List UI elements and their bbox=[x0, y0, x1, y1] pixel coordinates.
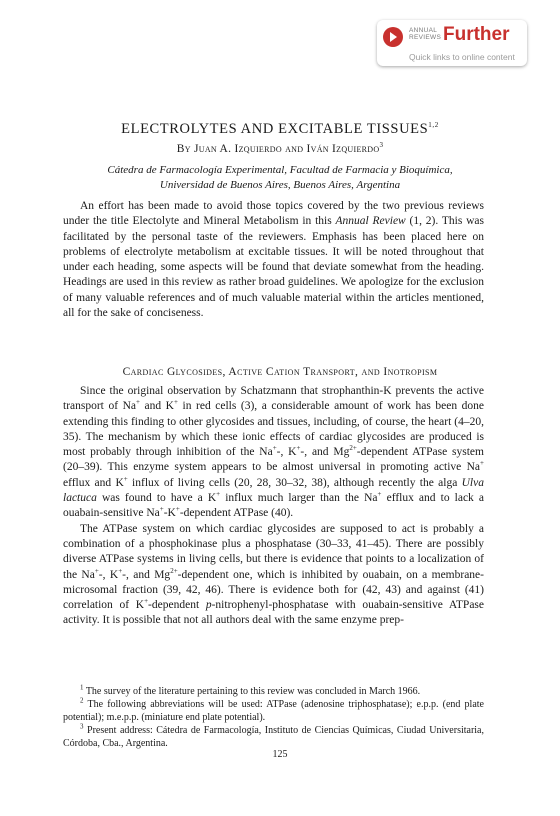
intro-text-1: An effort has been made to avoid those topics covered by the two previous reviews under the title Electolyte and Mineral Metabolism in this bbox=[63, 200, 484, 228]
section-heading: Cardiac Glycosides, Active Cation Transport, and Inotropism bbox=[122, 366, 438, 378]
p1-text-b: and K bbox=[139, 400, 174, 413]
footnote-3-mark: 3 bbox=[80, 722, 84, 731]
article-authors bbox=[0, 143, 560, 155]
article-affiliation bbox=[0, 163, 560, 193]
sup-plus: + bbox=[272, 444, 277, 453]
p2-text-e: -dependent bbox=[148, 599, 206, 612]
intro-text-2: (1, 2). This was facilitated by the personal taste of the reviewers. Emphasis has been placed here on problems of electrolyte metabolism at excitable tissues. It will be noted throughout that under each heading, some aspects will be found that deviate somewhat from the heading. Headings are used in this review as rather broad guidelines. We apologize for the exclusion of many valuable references and of much valuable material within the articles mentioned, all for the sake of conciseness. bbox=[63, 215, 484, 320]
p1-text-a: Since the original observation by Schatzmann that strophanthin-K prevents the active transport of Na bbox=[63, 385, 484, 413]
sup-two-plus: 2+ bbox=[170, 566, 178, 575]
article-title bbox=[0, 121, 560, 138]
sup-plus: + bbox=[118, 566, 123, 575]
footnote-1-text: The survey of the literature pertaining to this review was concluded in March 1966. bbox=[83, 686, 421, 697]
body-paragraph-1 bbox=[63, 384, 484, 522]
section-body bbox=[63, 384, 484, 629]
footnote-2-text: The following abbreviations will be used: ATPase (adenosine triphosphatase); e.p.p. (end plate potential); m.e.p.p. (miniature end plate potential). bbox=[63, 699, 484, 723]
footnote-1-mark: 1 bbox=[80, 683, 84, 692]
sup-plus: + bbox=[159, 505, 164, 514]
body-paragraph-2 bbox=[63, 522, 484, 629]
para-prefix-italic: p bbox=[205, 599, 212, 612]
sup-plus: + bbox=[377, 490, 382, 499]
badge-subtitle: Quick links to online content bbox=[409, 52, 515, 62]
badge-reviews-text: REVIEWS bbox=[409, 34, 442, 41]
sup-plus: + bbox=[296, 444, 301, 453]
sup-plus: + bbox=[216, 490, 221, 499]
p1-text-i: was found to have a K bbox=[96, 492, 217, 505]
authors-prefix: By bbox=[176, 143, 194, 155]
footnote-3 bbox=[63, 724, 484, 750]
footnote-2-mark: 2 bbox=[80, 696, 84, 705]
alga-name: Ulva lactuca bbox=[63, 476, 484, 505]
authors-names: Juan A. Izquierdo and Iván Izquierdo bbox=[193, 143, 380, 155]
sup-plus: + bbox=[123, 474, 128, 483]
p1-text-c: in red cells (3), a considerable amount of work has been done extending this finding to other glycosides and tissues, including, of course, the heart (4–20, 35). The mechanism by which these ionic effects of cardiac glycosides are produced is most probably through inhibition of the Na bbox=[63, 400, 484, 459]
page-number: 125 bbox=[272, 749, 288, 760]
affiliation-line-2: Universidad de Buenos Aires, Buenos Aires, Argentina bbox=[159, 179, 401, 191]
sup-plus: + bbox=[174, 398, 178, 407]
affiliation-line-1: Cátedra de Farmacología Experimental, Facultad de Farmacia y Bioquímica, bbox=[107, 164, 453, 176]
authors-footnote-mark: 3 bbox=[379, 141, 384, 150]
play-arrow-icon bbox=[383, 27, 403, 47]
sup-two-plus: 2+ bbox=[349, 444, 357, 453]
sup-plus: + bbox=[144, 597, 149, 606]
p1-text-l: -K bbox=[163, 507, 176, 520]
intro-section bbox=[63, 199, 484, 321]
intro-journal-name: Annual Review bbox=[335, 215, 406, 228]
p1-text-j: influx much larger than the Na bbox=[220, 492, 378, 505]
p2-text-c: -, and Mg bbox=[122, 568, 171, 581]
p1-text-k: efflux and to lack a ouabain-sensitive Na bbox=[63, 492, 484, 520]
footnote-1 bbox=[63, 685, 484, 698]
p2-text-d: -dependent one, which is inhibited by ouabain, on a membrane-microsomal fraction (39, 42, 46). There is evidence both for (42, 43) and against (41) correlation of K bbox=[63, 568, 484, 612]
p2-text-b: -, K bbox=[98, 568, 119, 581]
badge-publisher-label bbox=[409, 27, 443, 41]
p1-text-g: efflux and K bbox=[63, 476, 124, 489]
p1-text-m: -dependent ATPase (40). bbox=[179, 507, 294, 520]
footnote-3-text: Present address: Cátedra de Farmacología, Instituto de Ciencias Químicas, Ciudad Universitaria, Córdoba, Cba., Argentina. bbox=[63, 725, 484, 749]
badge-further-text: Further bbox=[443, 24, 510, 45]
badge-annual-text: ANNUAL bbox=[409, 27, 438, 34]
p2-text-f: -nitrophenyl-phosphatase with ouabain-sensitive ATPase activity. It is possible that not all authors deal with the same enzyme prep- bbox=[63, 599, 484, 627]
footnote-2 bbox=[63, 698, 484, 724]
title-footnote-marks: 1,2 bbox=[428, 121, 439, 130]
p1-text-h: influx of living cells (20, 28, 30–32, 38), although recently the alga bbox=[127, 476, 462, 489]
article-title-text: ELECTROLYTES AND EXCITABLE TISSUES bbox=[121, 121, 429, 137]
p2-text-a: The ATPase system on which cardiac glycosides are supposed to act is probably a combination of a phosphokinase plus a phosphatase (30–33, 41–45). There are possibly diverse ATPase systems in living cells, but there is evidence that points to a localization of the Na bbox=[63, 522, 484, 581]
p1-text-e: -, and Mg bbox=[300, 446, 350, 459]
intro-paragraph bbox=[63, 199, 484, 321]
further-links-badge[interactable] bbox=[377, 20, 527, 66]
sup-plus: + bbox=[136, 398, 140, 407]
footnotes bbox=[63, 685, 484, 750]
sup-plus: + bbox=[175, 505, 180, 514]
sup-plus: + bbox=[94, 566, 99, 575]
p1-text-d: -, K bbox=[276, 446, 297, 459]
sup-plus: + bbox=[480, 459, 484, 468]
p1-text-f: -dependent ATPase system (20–39). This enzyme system appears to be almost universal in promoting active Na bbox=[63, 446, 484, 474]
